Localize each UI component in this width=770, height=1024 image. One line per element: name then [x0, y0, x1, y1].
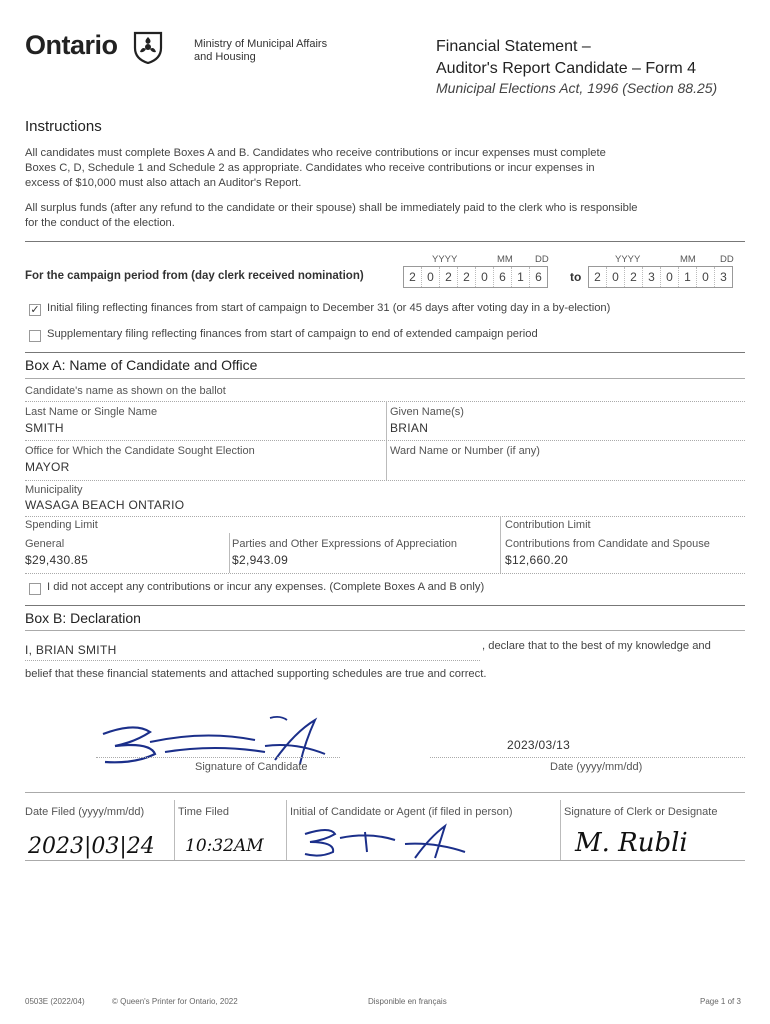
divider	[25, 660, 480, 661]
to-label: to	[570, 270, 582, 284]
divider	[286, 800, 287, 860]
divider	[25, 378, 745, 379]
to-yyyy-label: YYYY	[615, 254, 641, 265]
divider	[25, 352, 745, 353]
date-filed-field[interactable]: 2023|03|24	[28, 834, 155, 859]
from-dd-label: DD	[535, 254, 549, 265]
divider	[174, 800, 175, 860]
parties-label: Parties and Other Expressions of Appreciation	[232, 538, 458, 550]
divider	[25, 860, 745, 861]
form-title: Financial Statement – Auditor's Report Candidate – Form 4	[436, 38, 697, 77]
divider	[25, 516, 745, 517]
french-availability: Disponible en français	[368, 997, 447, 1006]
time-filed-field[interactable]: 10:32AM	[185, 836, 264, 856]
from-yyyy-label: YYYY	[432, 254, 458, 265]
spending-limit-label: Spending Limit	[25, 519, 98, 531]
ballot-note: Candidate's name as shown on the ballot	[25, 385, 226, 397]
instructions-paragraph-1: All candidates must complete Boxes A and B. Candidates who receive contributions or incur expenses must complete Boxes C, D, Schedule 1 and Schedule 2 as appropriate. Candidates who receive contributions or incur expenses in excess of $10,000 must also attach an Auditor's Report.	[25, 147, 606, 189]
copyright: © Queen's Printer for Ontario, 2022	[112, 997, 238, 1006]
general-label: General	[25, 538, 65, 550]
box-a-heading: Box A: Name of Candidate and Office	[25, 357, 258, 373]
date-filed-label: Date Filed (yyyy/mm/dd)	[25, 806, 145, 818]
divider	[500, 516, 501, 573]
page-number: Page 1 of 3	[700, 997, 741, 1006]
act-reference: Municipal Elections Act, 1996 (Section 88.25)	[436, 80, 718, 96]
office-field[interactable]: MAYOR	[25, 460, 70, 474]
municipality-label: Municipality	[25, 484, 83, 496]
supplementary-filing-checkbox[interactable]	[29, 330, 41, 342]
divider	[25, 630, 745, 631]
municipality-field[interactable]: WASAGA BEACH ONTARIO	[25, 498, 185, 512]
parties-limit-field[interactable]: $2,943.09	[232, 553, 289, 567]
date-label: Date (yyyy/mm/dd)	[550, 761, 643, 773]
no-contributions-checkbox[interactable]	[29, 583, 41, 595]
belief-text: belief that these financial statements and attached supporting schedules are true and correct.	[25, 668, 487, 680]
trillium-icon	[133, 30, 163, 64]
contribution-limit-label: Contribution Limit	[505, 519, 591, 531]
to-date-field[interactable]: 2 0 2 3 0 1 0 3	[588, 266, 733, 288]
general-limit-field[interactable]: $29,430.85	[25, 553, 89, 567]
initial-filing-label: Initial filing reflecting finances from start of campaign to December 31 (or 45 days after voting day in a by-election)	[47, 302, 611, 314]
declaration-text: , declare that to the best of my knowledge and	[482, 640, 711, 652]
from-mm-label: MM	[497, 254, 513, 265]
divider	[25, 401, 745, 402]
given-name-label: Given Name(s)	[390, 406, 464, 418]
to-dd-label: DD	[720, 254, 734, 265]
contribution-limit-field[interactable]: $12,660.20	[505, 553, 569, 567]
divider	[25, 480, 745, 481]
last-name-label: Last Name or Single Name	[25, 406, 158, 418]
instructions-paragraph-2: All surplus funds (after any refund to the candidate or their spouse) shall be immediately paid to the clerk who is responsible for the conduct of the election.	[25, 202, 638, 229]
campaign-period-label: For the campaign period from (day clerk received nomination)	[25, 270, 364, 282]
initial-label: Initial of Candidate or Agent (if filed in person)	[290, 806, 513, 818]
supplementary-filing-label: Supplementary filing reflecting finances from start of campaign to end of extended campaign period	[47, 328, 538, 340]
divider	[25, 440, 745, 441]
divider	[96, 757, 340, 758]
ministry-name: Ministry of Municipal Affairs and Housing	[194, 38, 328, 63]
box-b-heading: Box B: Declaration	[25, 610, 141, 626]
clerk-signature-label: Signature of Clerk or Designate	[564, 806, 718, 818]
divider	[25, 573, 745, 574]
candidate-spouse-label: Contributions from Candidate and Spouse	[505, 538, 710, 550]
agent-initial-signature	[295, 822, 475, 862]
from-date-field[interactable]: 2 0 2 2 0 6 1 6	[403, 266, 548, 288]
instructions-heading: Instructions	[25, 118, 102, 135]
signature-label: Signature of Candidate	[195, 761, 308, 773]
divider	[25, 241, 745, 242]
to-mm-label: MM	[680, 254, 696, 265]
divider	[25, 792, 745, 793]
divider	[386, 401, 387, 481]
last-name-field[interactable]: SMITH	[25, 421, 64, 435]
office-label: Office for Which the Candidate Sought Election	[25, 445, 255, 457]
ontario-logo-text: Ontario	[25, 30, 118, 60]
divider	[430, 757, 745, 758]
clerk-signature: M. Rubli	[575, 828, 688, 858]
no-contributions-label: I did not accept any contributions or incur any expenses. (Complete Boxes A and B only)	[47, 581, 485, 593]
form-number: 0503E (2022/04)	[25, 997, 85, 1006]
declaration-date-field[interactable]: 2023/03/13	[507, 738, 571, 752]
declarant-name-field[interactable]: I, BRIAN SMITH	[25, 643, 117, 657]
given-name-field[interactable]: BRIAN	[390, 421, 429, 435]
ward-label: Ward Name or Number (if any)	[390, 445, 540, 457]
initial-filing-checkbox[interactable]: ✓	[30, 304, 40, 316]
divider	[229, 533, 230, 573]
divider	[25, 605, 745, 606]
divider	[560, 800, 561, 860]
time-filed-label: Time Filed	[178, 806, 229, 818]
